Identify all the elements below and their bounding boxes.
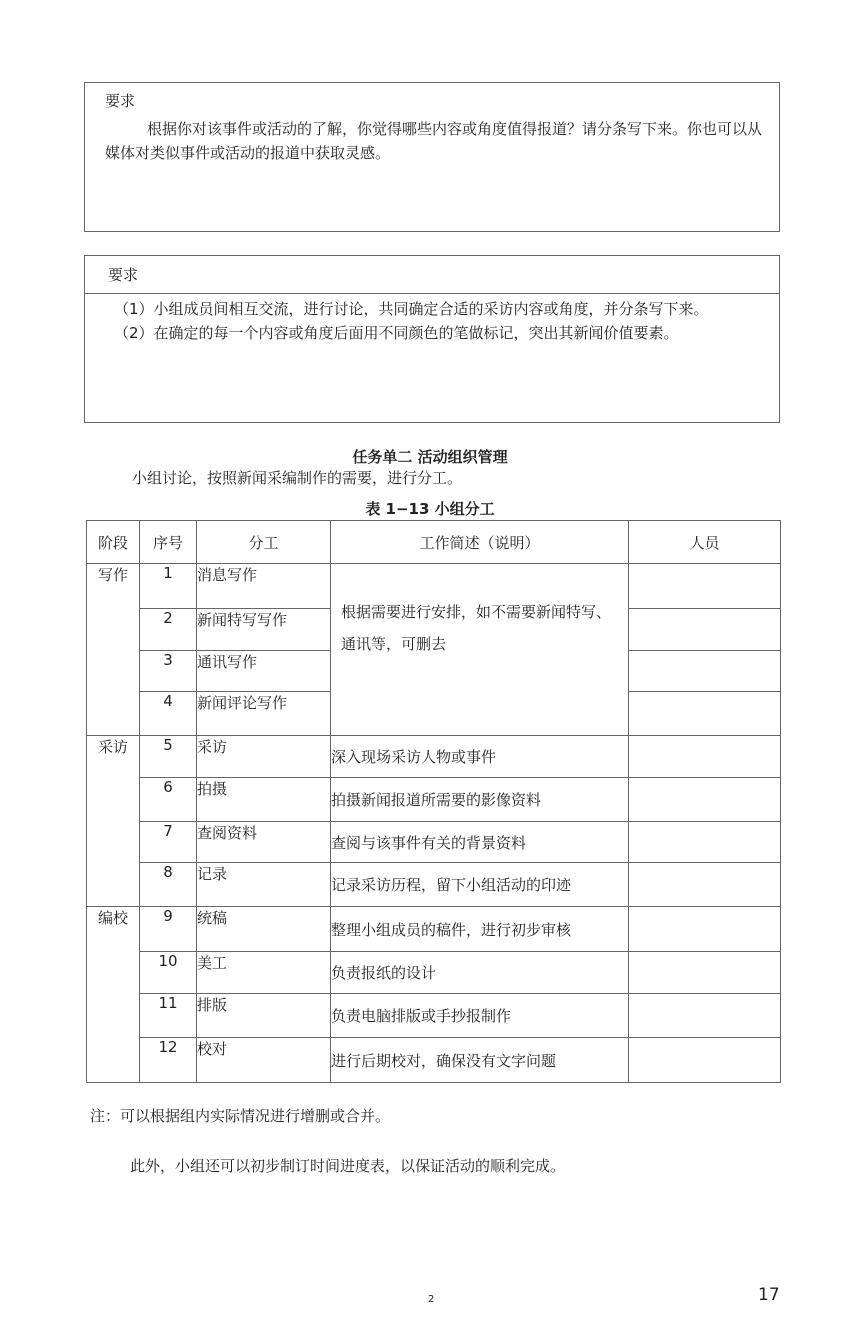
row-description: 负责电脑排版或手抄报制作 (331, 994, 629, 1038)
staff-cell (629, 863, 781, 907)
row-task: 美工 (197, 952, 331, 994)
row-number: 1 (140, 564, 197, 609)
stage-cell-editing: 编校 (87, 907, 140, 1083)
header-task: 分工 (197, 521, 331, 564)
row-number: 6 (140, 778, 197, 822)
row-number: 2 (140, 609, 197, 651)
table-caption: 表 1−13 小组分工 (365, 500, 495, 518)
row-number: 8 (140, 863, 197, 907)
staff-cell (629, 778, 781, 822)
staff-cell (629, 609, 781, 651)
division-table (86, 520, 781, 1083)
row-task: 新闻评论写作 (197, 692, 331, 736)
staff-cell (629, 994, 781, 1038)
row-task: 通讯写作 (197, 651, 331, 692)
row-number: 5 (140, 736, 197, 778)
staff-cell (629, 736, 781, 778)
closing-paragraph: 此外，小组还可以初步制订时间进度表，以保证活动的顺利完成。 (130, 1157, 566, 1175)
staff-cell (629, 907, 781, 952)
row-description: 查阅与该事件有关的背景资料 (331, 822, 629, 863)
row-task: 排版 (197, 994, 331, 1038)
requirement-item: （1）小组成员间相互交流，进行讨论，共同确定合适的采访内容或角度，并分条写下来。 (114, 300, 709, 318)
header-stage: 阶段 (87, 521, 140, 564)
requirement-text: 根据你对该事件或活动的了解，你觉得哪些内容或角度值得报道？请分条写下来。你也可以从媒体对类似事件或活动的报道中获取灵感。 (105, 120, 763, 162)
task-intro: 小组讨论，按照新闻采编制作的需要，进行分工。 (132, 469, 463, 487)
staff-cell (629, 692, 781, 736)
row-description: 负责报纸的设计 (331, 952, 629, 994)
staff-cell (629, 952, 781, 994)
table-header-row (87, 521, 781, 564)
row-description: 进行后期校对，确保没有文字问题 (331, 1038, 629, 1083)
requirement-box-2 (84, 255, 780, 423)
table-row (87, 952, 781, 994)
row-description: 记录采访历程，留下小组活动的印迹 (331, 863, 629, 907)
requirement-list (85, 294, 779, 345)
row-description: 深入现场采访人物或事件 (331, 736, 629, 778)
stage-cell-interview: 采访 (87, 736, 140, 907)
row-task: 采访 (197, 736, 331, 778)
staff-cell (629, 1038, 781, 1083)
header-staff: 人员 (629, 521, 781, 564)
row-number: 7 (140, 822, 197, 863)
row-task: 新闻特写写作 (197, 609, 331, 651)
row-task: 记录 (197, 863, 331, 907)
requirement-item: （2）在确定的每一个内容或角度后面用不同颜色的笔做标记，突出其新闻价值要素。 (114, 324, 679, 342)
table-row (87, 564, 781, 609)
row-number: 12 (140, 1038, 197, 1083)
row-task: 查阅资料 (197, 822, 331, 863)
row-description: 整理小组成员的稿件，进行初步审核 (331, 907, 629, 952)
row-description: 根据需要进行安排，如不需要新闻特写、通讯等，可删去 (331, 564, 629, 736)
row-number: 3 (140, 651, 197, 692)
row-number: 11 (140, 994, 197, 1038)
table-row (87, 907, 781, 952)
requirement-box-1 (84, 82, 780, 232)
footer-mark: 2 (428, 1294, 435, 1305)
requirement-label: 要求 (105, 92, 136, 110)
stage-cell-writing: 写作 (87, 564, 140, 736)
table-row (87, 994, 781, 1038)
row-task: 拍摄 (197, 778, 331, 822)
staff-cell (629, 564, 781, 609)
table-row (87, 822, 781, 863)
row-task: 统稿 (197, 907, 331, 952)
table-row (87, 863, 781, 907)
header-number: 序号 (140, 521, 197, 564)
table-row (87, 778, 781, 822)
row-number: 9 (140, 907, 197, 952)
table-row (87, 736, 781, 778)
row-number: 4 (140, 692, 197, 736)
staff-cell (629, 822, 781, 863)
table-note: 注：可以根据组内实际情况进行增删或合并。 (90, 1107, 391, 1125)
page-number: 17 (758, 1285, 780, 1305)
staff-cell (629, 651, 781, 692)
row-task: 消息写作 (197, 564, 331, 609)
row-number: 10 (140, 952, 197, 994)
header-description: 工作简述（说明） (331, 521, 629, 564)
row-description: 拍摄新闻报道所需要的影像资料 (331, 778, 629, 822)
row-task: 校对 (197, 1038, 331, 1083)
requirement-label: 要求 (85, 256, 779, 294)
table-row (87, 1038, 781, 1083)
task-title: 任务单二 活动组织管理 (352, 448, 508, 466)
